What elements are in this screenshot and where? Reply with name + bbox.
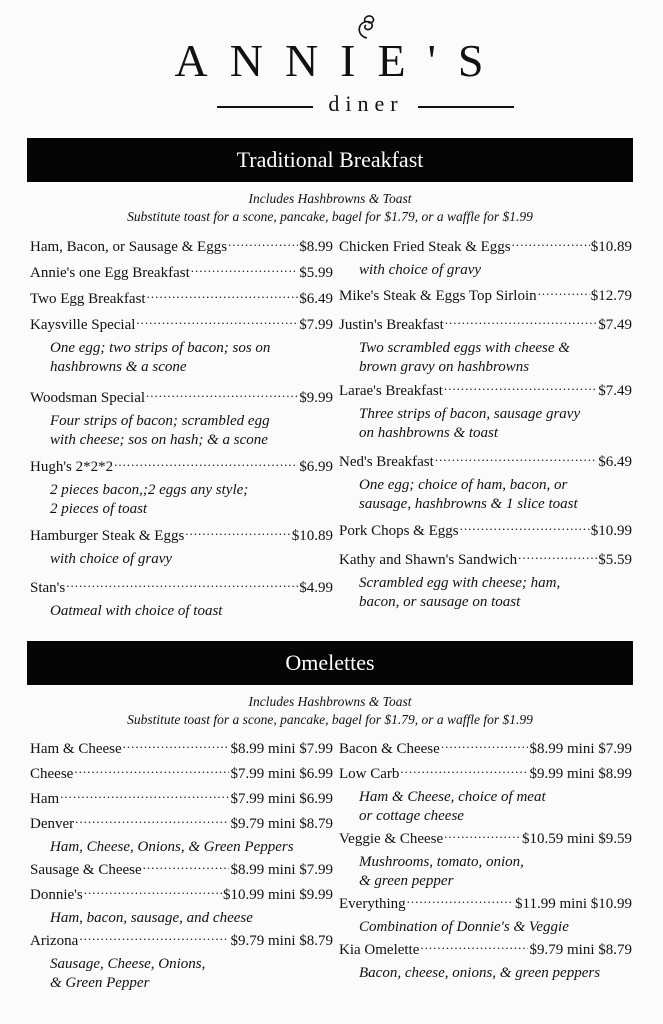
menu-item-name: Justin's Breakfast [339,317,444,333]
menu-item-price: $9.79 mini $8.79 [230,933,333,949]
menu-item-name: Hamburger Steak & Eggs [30,528,185,544]
menu-item-name: Ham, Bacon, or Sausage & Eggs [30,239,228,255]
menu-item-row [30,859,333,882]
dot-leader [407,893,514,908]
menu-item [339,738,632,761]
menu-item-price: $10.89 [291,528,333,544]
dot-leader [228,236,298,251]
menu-item-price: $4.99 [299,580,333,596]
menu-item [30,262,333,285]
menu-item-row [339,520,632,543]
menu-item-name: Kia Omelette [339,942,420,958]
dot-leader [114,456,298,471]
menu-item [30,525,333,569]
menu-item-row [339,939,632,962]
menu-item-row [30,813,333,836]
dot-leader [136,314,298,329]
menu-item-name: Ham [30,791,60,807]
menu-item-price: $12.79 [590,288,632,304]
menu-item [30,236,333,259]
menu-item-row [30,738,333,761]
menu-item-name: Woodsman Special [30,390,146,406]
dot-leader [123,738,230,753]
menu-item [339,236,632,280]
menu-item-price: $10.99 [590,523,632,539]
dot-leader [512,236,590,251]
menu-item-price: $9.79 mini $8.79 [230,816,333,832]
menu-item-price: $7.99 [299,317,333,333]
menu-item-description: Sausage, Cheese, Onions, & Green Pepper [50,956,206,991]
menu-item-name: Two Egg Breakfast [30,291,146,307]
menu-item-description: Ham, Cheese, Onions, & Green Peppers [50,839,294,855]
menu-item [339,939,632,983]
menu-item-description: Three strips of bacon, sausage gravy on hashbrowns & toast [359,406,581,441]
menu-item-row [339,314,632,337]
menu-item-description: Bacon, cheese, onions, & green peppers [359,965,601,981]
breakfast-right-column [339,236,632,612]
dot-leader [185,525,290,540]
menu-item [30,738,333,761]
menu-item-description: Combination of Donnie's & Veggie [359,919,569,935]
dot-leader [66,577,298,592]
breakfast-header: Traditional Breakfast [27,138,633,182]
menu-item [30,456,333,519]
menu-item-price: $6.49 [598,454,632,470]
dot-leader [460,520,590,535]
dot-leader [538,285,590,300]
menu-item-price: $10.89 [590,239,632,255]
menu-item-row [30,236,333,259]
menu-item-price: $5.99 [299,265,333,281]
menu-item [30,288,333,311]
menu-item-description: One egg; choice of ham, bacon, or sausage, hashbrowns & 1 slice toast [359,477,578,512]
menu-item-row [339,380,632,403]
menu-item-name: Sausage & Cheese [30,862,142,878]
menu-item-price: $8.99 [299,239,333,255]
dot-leader [441,738,529,753]
menu-item-row [30,456,333,479]
menu-item-description: Two scrambled eggs with cheese & brown gravy on hashbrowns [359,340,570,375]
menu-item-price: $10.59 mini $9.59 [521,831,632,847]
breakfast-note-substitute: Substitute toast for a scone, pancake, bagel for $1.79, or a waffle for $1.99 [127,209,533,224]
menu-item [339,893,632,937]
menu-item-name: Kathy and Shawn's Sandwich [339,552,518,568]
menu-item-price: $5.59 [598,552,632,568]
menu-item-description: Oatmeal with choice of toast [50,603,223,619]
menu-item-row [30,788,333,811]
dot-leader [444,828,521,843]
menu-item-name: Low Carb [339,766,400,782]
menu-item-row [30,763,333,786]
menu-item-price: $8.99 mini $7.99 [230,741,333,757]
menu-item-price: $8.99 mini $7.99 [529,741,632,757]
dot-leader [79,930,229,945]
menu-item-price: $11.99 mini $10.99 [515,896,632,912]
dot-leader [435,451,597,466]
menu-item [30,763,333,786]
menu-item-row [30,884,333,907]
menu-item-description: Four strips of bacon; scrambled egg with cheese; sos on hash; & a scone [50,413,270,448]
menu-item-price: $8.99 mini $7.99 [230,862,333,878]
menu-item [30,314,333,377]
menu-item-name: Stan's [30,580,66,596]
menu-item-description: Scrambled egg with cheese; ham, bacon, or sausage on toast [359,575,561,610]
menu-item-name: Larae's Breakfast [339,383,443,399]
dot-leader [445,314,597,329]
menu-item-row [30,577,333,600]
dot-leader [74,763,229,778]
logo-rule-left [217,106,313,108]
logo-subtitle: diner [328,91,404,116]
menu-item [30,884,333,928]
menu-item-name: Hugh's 2*2*2 [30,459,114,475]
menu-item [339,285,632,308]
menu-item-price: $6.49 [299,291,333,307]
omelettes-note-includes: Includes Hashbrowns & Toast [248,694,412,709]
menu-item-price: $7.49 [598,317,632,333]
menu-item-row [339,451,632,474]
menu-item [30,859,333,882]
menu-item [339,828,632,891]
menu-item [339,549,632,612]
menu-item [339,763,632,826]
dot-leader [518,549,597,564]
menu-item-price: $7.99 mini $6.99 [230,766,333,782]
menu-item-row [339,738,632,761]
menu-item-name: Bacon & Cheese [339,741,440,757]
menu-item-name: Ned's Breakfast [339,454,434,470]
dot-leader [147,288,299,303]
menu-item-name: Mike's Steak & Eggs Top Sirloin [339,288,537,304]
menu-item-row [30,262,333,285]
logo-rule-right [418,106,514,108]
menu-item-description: One egg; two strips of bacon; sos on hashbrowns & a scone [50,340,271,375]
menu-item-price: $6.99 [299,459,333,475]
menu-item-price: $10.99 mini $9.99 [222,887,333,903]
menu-item-description: with choice of gravy [50,551,173,567]
dot-leader [60,788,229,803]
menu-item-row [30,288,333,311]
menu-item-row [30,314,333,337]
menu-item-description: Ham, bacon, sausage, and cheese [50,910,253,926]
menu-item-row [339,828,632,851]
menu-item-row [30,387,333,410]
menu-item-row [339,285,632,308]
menu-item [30,577,333,621]
menu-item-description: Mushrooms, tomato, onion, & green pepper [359,854,524,889]
menu-item-name: Donnie's [30,887,83,903]
menu-item-row [30,525,333,548]
menu-item [30,813,333,857]
menu-item-description: Ham & Cheese, choice of meat or cottage cheese [359,789,546,824]
breakfast-left-column [30,236,333,621]
omelettes-note-substitute: Substitute toast for a scone, pancake, bagel for $1.79, or a waffle for $1.99 [127,712,533,727]
menu-item [30,930,333,993]
menu-item-row [339,236,632,259]
diner-logo [0,0,663,130]
dot-leader [143,859,230,874]
menu-item-name: Veggie & Cheese [339,831,444,847]
menu-item-row [30,930,333,953]
dot-leader [400,763,528,778]
menu-item-row [339,893,632,916]
menu-item [339,451,632,514]
breakfast-note-includes: Includes Hashbrowns & Toast [248,191,412,206]
menu-item-name: Ham & Cheese [30,741,122,757]
menu-item-price: $7.49 [598,383,632,399]
omelettes-right-column [339,738,632,983]
logo-name: ANNIE'S [174,35,506,86]
dot-leader [84,884,222,899]
menu-item [339,380,632,443]
dot-leader [444,380,597,395]
menu-item-price: $9.99 [299,390,333,406]
menu-item-description: 2 pieces bacon,;2 eggs any style; 2 pieces of toast [50,482,249,517]
menu-item-name: Annie's one Egg Breakfast [30,265,190,281]
omelettes-header: Omelettes [27,641,633,685]
menu-item-name: Everything [339,896,406,912]
menu-item [339,520,632,543]
dot-leader [191,262,299,277]
omelettes-left-column [30,738,333,993]
menu-item-name: Kaysville Special [30,317,136,333]
dot-leader [75,813,229,828]
menu-item-price: $7.99 mini $6.99 [230,791,333,807]
menu-item-name: Cheese [30,766,74,782]
menu-item-description: with choice of gravy [359,262,482,278]
menu-item-row [339,549,632,572]
dot-leader [420,939,528,954]
menu-item [339,314,632,377]
menu-item [30,387,333,450]
menu-item [30,788,333,811]
menu-item-price: $9.79 mini $8.79 [529,942,632,958]
menu-item-name: Chicken Fried Steak & Eggs [339,239,511,255]
menu-item-name: Arizona [30,933,79,949]
menu-item-name: Pork Chops & Eggs [339,523,459,539]
menu-item-row [339,763,632,786]
menu-item-price: $9.99 mini $8.99 [529,766,632,782]
dot-leader [146,387,298,402]
menu-item-name: Denver [30,816,75,832]
